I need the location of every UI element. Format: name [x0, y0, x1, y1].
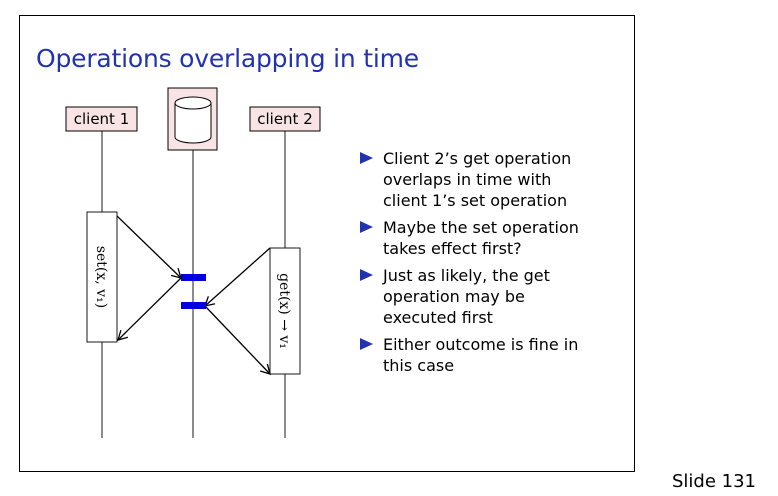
triangle-bullet-icon	[360, 152, 373, 164]
triangle-bullet-icon	[360, 338, 373, 350]
get-effect-marker	[181, 302, 206, 309]
client2-label: client 2	[257, 110, 313, 128]
slide-number: Slide 131	[672, 471, 757, 492]
database-node	[168, 88, 217, 150]
set-response-arrow	[118, 278, 181, 340]
bullet-item: Just as likely, the get operation may be executed first	[360, 265, 600, 328]
get-request-arrow	[205, 248, 270, 306]
set-operation-label: set(x, v₁)	[93, 245, 109, 309]
get-operation-label: get(x) → v₁	[276, 273, 292, 349]
get-response-arrow	[205, 306, 270, 374]
set-effect-marker	[181, 274, 206, 281]
bullet-list	[360, 148, 600, 382]
slide-title: Operations overlapping in time	[36, 44, 419, 73]
triangle-bullet-icon	[360, 269, 373, 281]
client1-label: client 1	[73, 110, 130, 128]
bullet-item: Client 2’s get operation overlaps in time with client 1’s set operation	[360, 148, 600, 211]
triangle-bullet-icon	[360, 221, 373, 233]
set-request-arrow	[117, 216, 181, 278]
bullet-item: Maybe the set operation takes effect first?	[360, 217, 600, 259]
bullet-item: Either outcome is fine in this case	[360, 334, 600, 376]
cylinder-icon	[175, 97, 211, 143]
